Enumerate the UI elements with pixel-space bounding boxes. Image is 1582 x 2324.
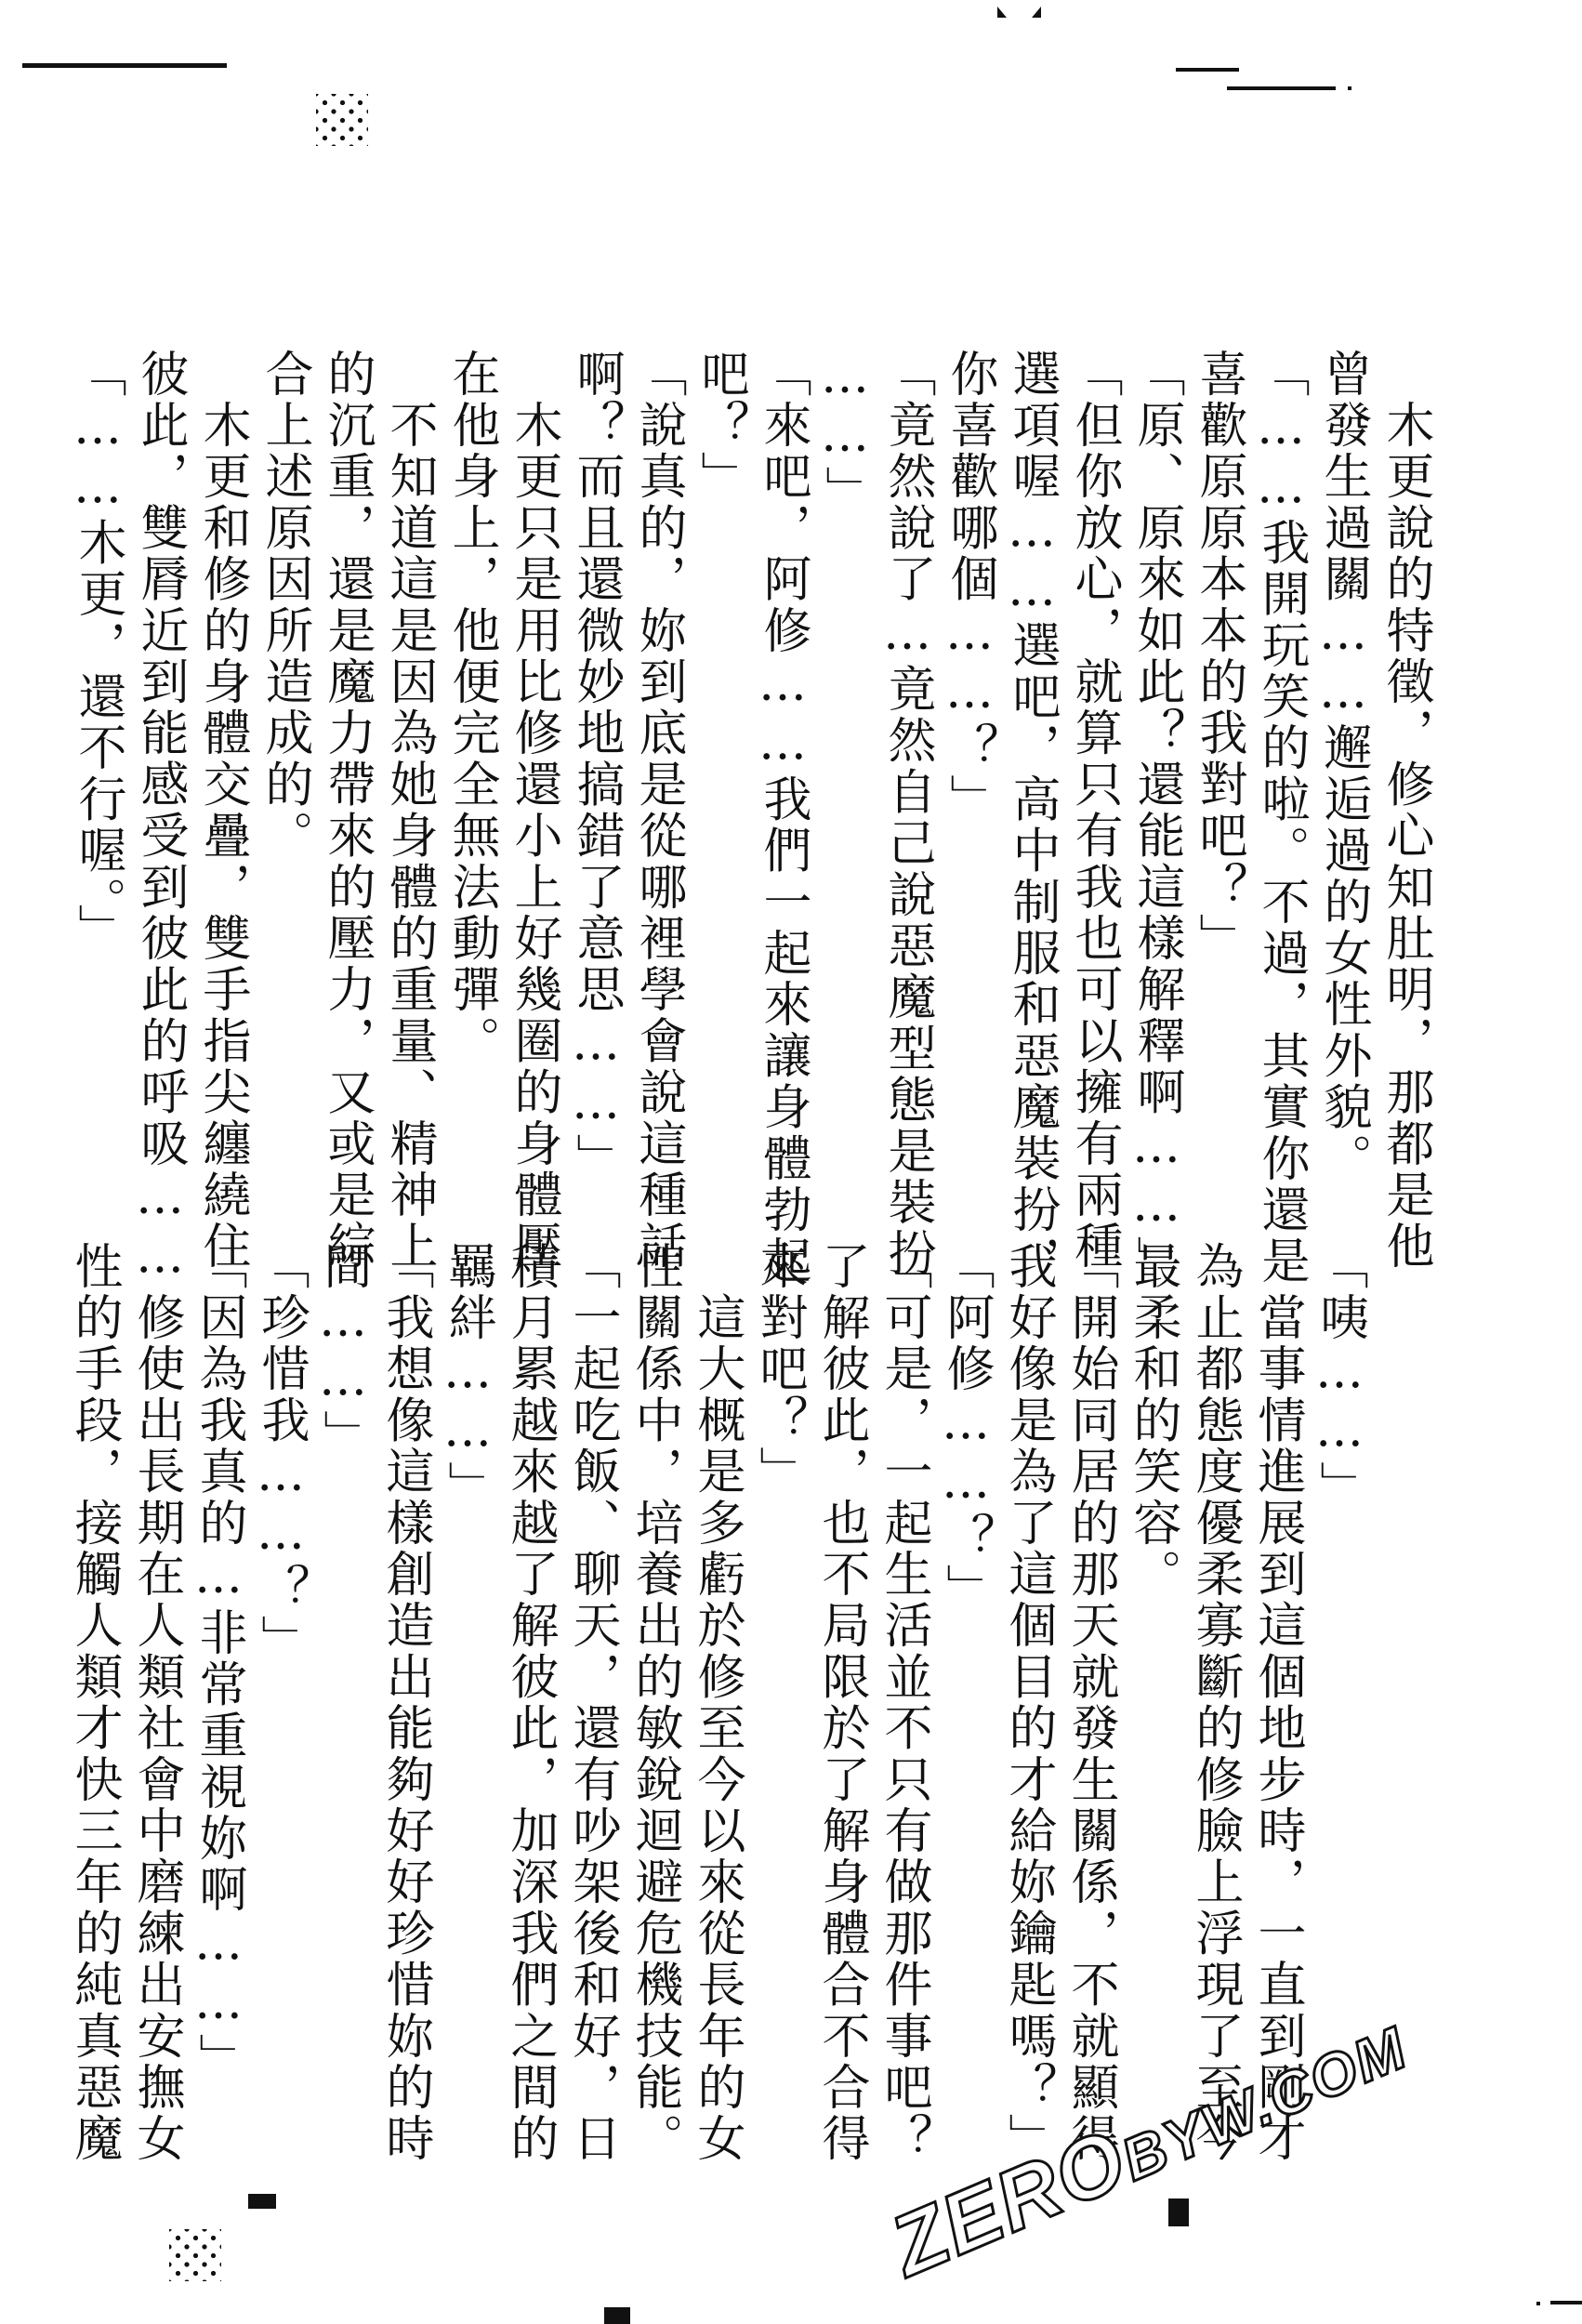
text-column: 木更說的特徵，修心知肚明，那都是他 xyxy=(1378,349,1433,1273)
text-column: 我好像是為了這個目的才給妳鑰匙嗎？」 xyxy=(1000,1241,1056,2165)
text-column: 「……木更，還不行喔。」 xyxy=(70,349,125,956)
rule-dot-top-right xyxy=(1348,86,1351,90)
text-column: 你喜歡哪個……？」 xyxy=(942,349,997,825)
text-column: 羈絆……」 xyxy=(440,1241,495,1512)
text-column: 來對吧？」 xyxy=(751,1241,807,1498)
text-column: 「來吧，阿修……我們一起來讓身體勃起 xyxy=(755,349,811,1287)
text-column: 修使出長期在人類社會中磨練出安撫女 xyxy=(128,1241,184,2165)
text-column: 為止都態度優柔寡斷的修臉上浮現了至今 xyxy=(1187,1241,1243,2165)
text-column: 不知道這是因為她身體的重量、精神上 xyxy=(381,349,437,1273)
dot-pattern-top-left xyxy=(316,94,368,146)
rule-mark-top-right-2 xyxy=(1227,86,1336,90)
text-column: 木更和修的身體交疊，雙手指尖纏繞住 xyxy=(194,349,250,1273)
text-column: 合上述原因所造成的。 xyxy=(257,349,312,862)
watermark-big: ZERO xyxy=(877,2111,1140,2295)
square-mark-bottom-left xyxy=(248,2194,276,2209)
text-column: 了解彼此，也不局限於了解身體合不合得 xyxy=(813,1241,869,2165)
text-column: 「因為我真的…非常重視妳啊……」 xyxy=(191,1241,246,2085)
text-column: 當事情進展到這個地步時，一直到剛才 xyxy=(1249,1241,1305,2165)
square-mark-bottom-center xyxy=(604,2307,630,2324)
text-column: 「開始同居的那天就發生關係，不就顯得 xyxy=(1062,1241,1118,2165)
text-column: 「可是，一起生活並不只有做那件事吧？ xyxy=(876,1241,931,2165)
text-column: 「阿修……？」 xyxy=(938,1241,994,1616)
text-column: 「原、原來如此？還能這樣解釋啊……」 xyxy=(1128,349,1184,1287)
text-column: 啊？而且還微妙地搞錯了意思……」 xyxy=(568,349,624,1185)
text-column: 「珍惜我……？」 xyxy=(253,1241,309,1667)
text-column: 積月累越來越了解彼此，加深我們之間的 xyxy=(502,1241,558,2165)
text-column: 「咦……」 xyxy=(1312,1241,1367,1512)
text-column: 「說真的，妳到底是從哪裡學會說這種話 xyxy=(630,349,686,1273)
text-column: 這大概是多虧於修至今以來從長年的女 xyxy=(689,1241,745,2165)
watermark-logo xyxy=(877,1992,1419,2296)
dot-pattern-bottom-left xyxy=(169,2229,221,2281)
text-column: 間……」 xyxy=(315,1241,371,1461)
rule-mark-top-right-1 xyxy=(1176,68,1239,72)
text-column: 選項喔……選吧，高中制服和惡魔裝扮， xyxy=(1004,349,1060,1287)
watermark-small: BYW.COM xyxy=(1112,2014,1417,2194)
text-column: 曾發生過關……邂逅過的女性外貌。 xyxy=(1315,349,1371,1185)
text-column: 性的手段，接觸人類才快三年的純真惡魔 xyxy=(66,1241,122,2165)
text-column: 吧？」 xyxy=(692,349,748,503)
text-column: 木更只是用比修還小上好幾圈的身體壓 xyxy=(506,349,561,1273)
text-column: 「我想像這樣創造出能夠好好珍惜妳的時 xyxy=(377,1241,433,2165)
text-column: 「竟然說了…竟然自己說惡魔型態是裝扮 xyxy=(879,349,935,1280)
text-column: 「但你放心，就算只有我也可以擁有兩種 xyxy=(1066,349,1122,1273)
rule-mark-top-left xyxy=(22,63,227,68)
text-column: 性關係中，培養出的敏銳迴避危機技能。 xyxy=(626,1241,682,2165)
text-block-top xyxy=(66,349,1436,1287)
square-mark-bottom-right xyxy=(1168,2199,1189,2226)
crop-triangle-left xyxy=(997,7,1007,18)
text-column: 的沉重，還是魔力帶來的壓力，又或是綜 xyxy=(319,349,375,1273)
text-column: 最柔和的笑容。 xyxy=(1125,1241,1180,1601)
text-column: 「一起吃飯、聊天，還有吵架後和好，日 xyxy=(564,1241,620,2165)
text-column: 「……我開玩笑的啦。不過，其實你還是 xyxy=(1253,349,1309,1287)
text-column: 喜歡原原本本的我對吧？」 xyxy=(1191,349,1246,965)
text-column: 彼此，雙脣近到能感受到彼此的呼吸…… xyxy=(132,349,188,1287)
rule-dot-bottom-right xyxy=(1536,2302,1540,2305)
crop-triangle-right xyxy=(1032,7,1041,18)
text-column: ……」 xyxy=(817,349,873,518)
text-column: 在他身上，他便完全無法動彈。 xyxy=(443,349,499,1067)
rule-mark-bottom-right xyxy=(1550,2301,1582,2304)
